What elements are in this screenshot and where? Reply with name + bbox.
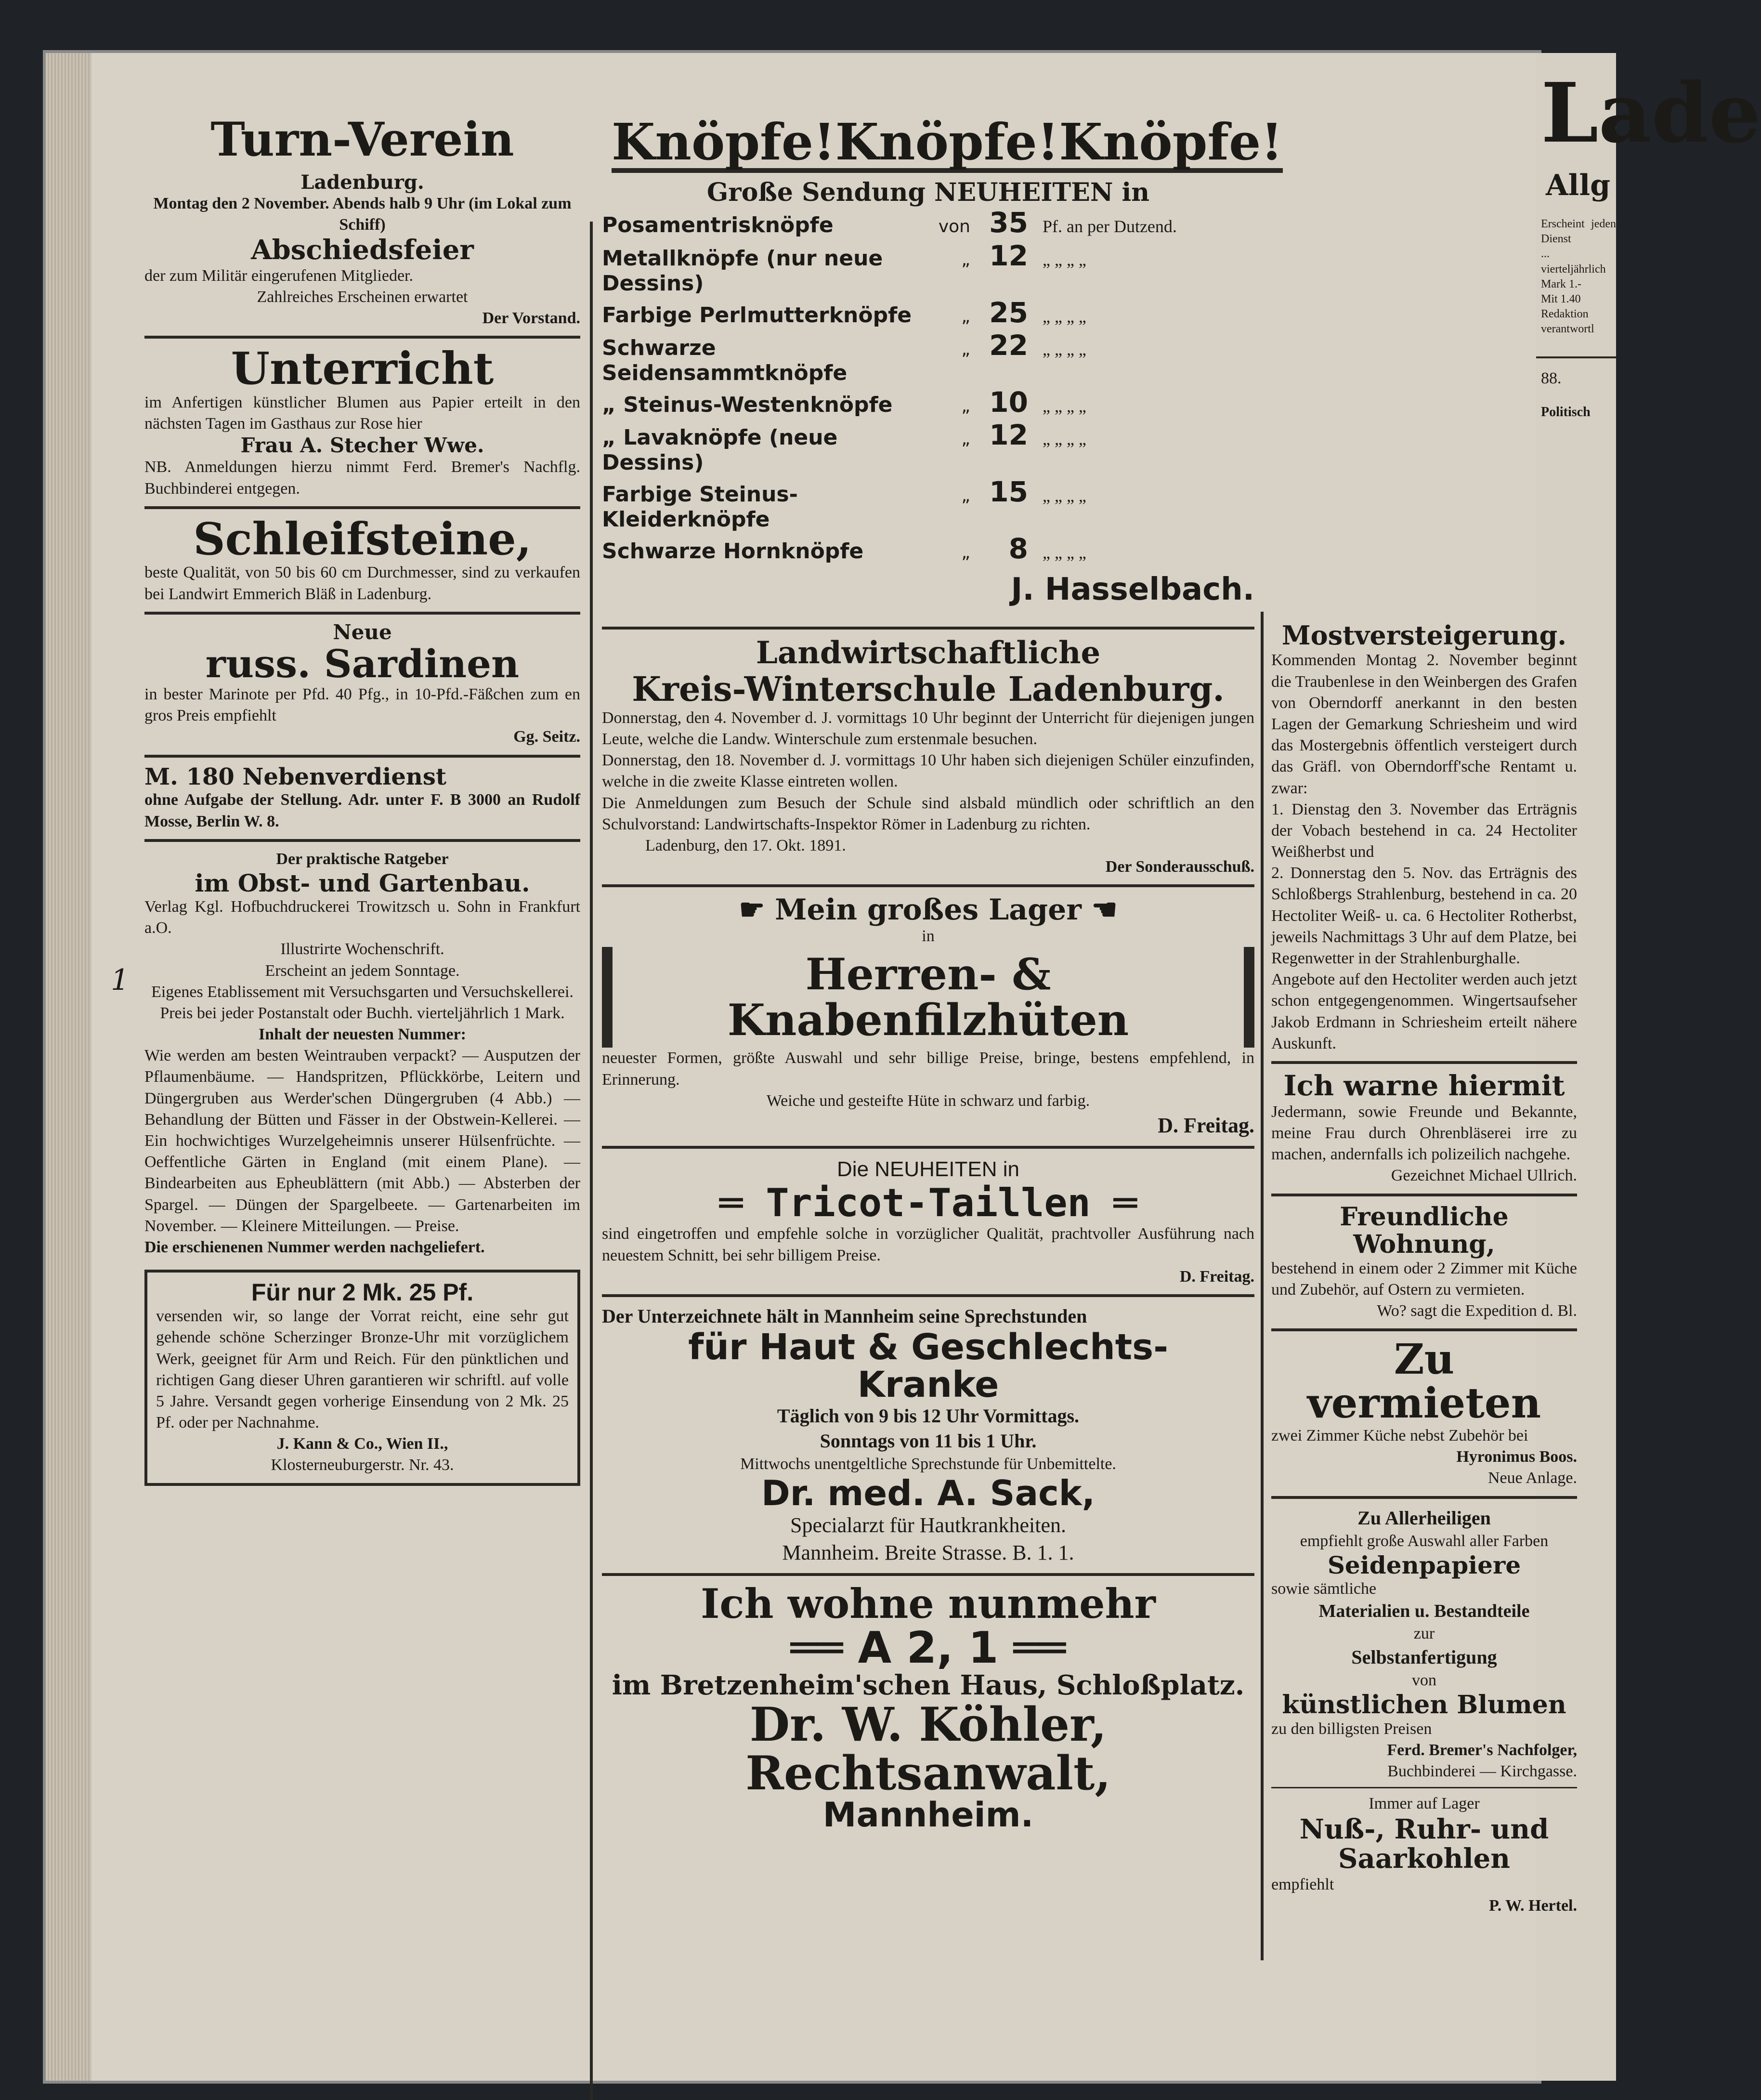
ad-text: Wie werden am besten Weintrauben verpackt? — Ausputzen der Pflaumenbäume. — Handspritzen, Pflückkörbe, Leitern und Düngergruben aus Werder'schen Düngergruben (4 Abb.) — Behandlung der Bütten und Fässer in der Obstwein-Kellerei. — Ein hochwichtiges Wurzelgeheimnis unserer Hülsenfrüchte. — Oeffentliche Gärten in England (mit einem Plane). — Bindearbeiten aus Epheublättern (mit Abb.) — Absterben der Spargel. — Düngen der Spargelbeete. — Gartenarbeiten im November. — Kleinere Mitteilungen. — Preise. <box>144 1047 580 1235</box>
ad-text: Angebote auf den Hectoliter werden auch jetzt schon entgegengenommen. Wingertsaufseher Jakob Erdmann in Schriesheim erteilt nähere Auskunft. <box>1271 971 1577 1052</box>
ad-title: Zu Allerheiligen <box>1357 1507 1491 1529</box>
ad-knoepfe <box>602 112 1283 608</box>
item-name: Posamentrisknöpfe <box>602 213 834 238</box>
ad-text: NB. Anmeldungen hierzu nimmt Ferd. Bremer's Nachflg. Buchbinderei entgegen. <box>144 458 580 498</box>
ad-text: Zahlreiches Erscheinen erwartet <box>257 288 468 306</box>
ad-signature: Frau A. Stecher Wwe. <box>240 433 484 458</box>
ad-schleifsteine <box>144 512 580 605</box>
ad-heading: Nuß-, Ruhr- und <box>1299 1813 1549 1845</box>
ad-text: ohne Aufgabe der Stellung. Adr. unter F. B 3000 an Rudolf Mosse, Berlin W. 8. <box>144 791 580 830</box>
strip-heading: Politisch <box>1541 404 1591 420</box>
column-right <box>1271 621 1577 1916</box>
ad-text: 2. Donnerstag den 5. Nov. das Erträgnis des Schloßbergs Strahlenburg, bestehend in ca. 20 Hectoliter Weiß- u. ca. 6 Hectoliter Rotherbst, jeweils Nachmittags 3 Uhr auf dem Platze, bei Regenwetter in der Strahlenburghalle. <box>1271 864 1577 968</box>
ad-winterschule <box>602 636 1254 878</box>
ad-text: Montag den 2 November. Abends halb 9 Uhr (im Lokal zum Schiff) <box>153 194 572 234</box>
ad-signature: D. Freitag. <box>1179 1267 1254 1286</box>
ad-filzhuete <box>602 894 1254 1139</box>
price-prefix: „ <box>961 429 970 449</box>
price-row <box>602 239 1254 296</box>
ad-title: Kranke <box>857 1364 999 1405</box>
ad-heading: Selbstanfertigung <box>1351 1646 1497 1668</box>
ad-title: Knöpfe! <box>1059 116 1283 173</box>
ad-title: für Haut & Geschlechts- <box>688 1326 1168 1368</box>
ad-ratgeber <box>144 849 580 1258</box>
item-name: „ Lavaknöpfe (neue Dessins) <box>602 425 838 475</box>
ad-text: Illustrirte Wochenschrift. <box>280 940 444 958</box>
ad-text: 1. Dienstag den 3. November das Erträgnis der Vobach bestehend in ca. 24 Hectoliter Weißherbst und <box>1271 800 1577 861</box>
price-unit: „ „ „ „ <box>1043 542 1086 562</box>
ad-name: Dr. med. A. Sack, <box>761 1472 1096 1513</box>
strip-line: Mit 1.40 <box>1541 292 1581 305</box>
item-name: Metallknöpfe (nur neue Dessins) <box>602 246 883 296</box>
ad-event: Abschiedsfeier <box>251 234 474 266</box>
ad-text: Verlag Kgl. Hofbuchdruckerei Trowitzsch u. Sohn in Frankfurt a.O. <box>144 897 580 937</box>
ad-subtitle: Ladenburg. <box>300 171 424 194</box>
double-bar-icon: ═ <box>719 1181 766 1226</box>
ad-signature: Gg. Seitz. <box>513 728 580 746</box>
ad-headline: Herren- & Knabenfilzhüten <box>602 947 1254 1048</box>
ad-title: Kreis-Winterschule Ladenburg. <box>632 669 1225 709</box>
ad-text: Preis bei jeder Postanstalt oder Buchh. vierteljährlich 1 Mark. <box>160 1004 565 1022</box>
item-price: 10 <box>989 385 1028 419</box>
ad-text: Die Anmeldungen zum Besuch der Schule sind alsbald mündlich oder schriftlich an den Schulvorstand: Landwirtschafts-Inspektor Römer in Ladenburg zu richten. <box>602 794 1254 833</box>
ad-text: Sonntags von 11 bis 1 Uhr. <box>820 1430 1037 1452</box>
column-rule <box>590 222 593 2100</box>
ad-allerheiligen <box>1271 1506 1577 1783</box>
double-bar-icon: ══ <box>998 1622 1066 1673</box>
ad-text: versenden wir, so lange der Vorrat reicht, eine sehr gut gehende schöne Scherzinger Bronze-Uhr mit vorzüglichem Werk, geeignet für Arm und Reich. Für den pünktlichen und richtigen Gang dieser Uhren garantieren wir schriftl. auf volle 5 Jahre. Versandt gegen vorherige Einsendung von 2 Mk. 25 Pf. oder per Nachnahme. <box>156 1307 569 1432</box>
ad-signature: Der Sonderausschuß. <box>1105 858 1254 876</box>
ad-tricot <box>602 1155 1254 1287</box>
price-prefix: „ <box>961 396 970 416</box>
ad-title: im Obst- und Gartenbau. <box>195 868 530 897</box>
ad-text: Immer auf Lager <box>1369 1795 1480 1813</box>
item-name: Farbige Steinus-Kleiderknöpfe <box>602 482 798 532</box>
pointing-hand-icon: ☚ <box>1081 893 1118 927</box>
ad-title: Landwirtschaftliche <box>756 635 1101 671</box>
price-prefix: „ <box>961 340 970 360</box>
price-unit: „ „ „ „ <box>1043 486 1086 506</box>
ad-signature: J. Kann & Co., Wien II., <box>276 1435 448 1453</box>
ad-text: neuester Formen, größte Auswahl und sehr billige Preise, bringe, bestens empfehlend, in Erinnerung. <box>602 1049 1254 1089</box>
item-price: 8 <box>1008 532 1028 565</box>
item-price: 12 <box>989 239 1028 272</box>
column-left <box>144 112 580 1486</box>
ad-pretitle: Neue <box>333 620 392 644</box>
ad-text: sowie sämtliche <box>1271 1579 1377 1598</box>
ad-text: Kommenden Montag 2. November beginnt die Traubenlese in den Weinbergen des Grafen von Oberndorff anerkannt in den besten Lagen der Gemarkung Schriesheim und wird das Mostergebnis öffentlich versteigert durch das Gräfl. von Oberndorff'sche Rentamt u. zwar: <box>1271 651 1577 797</box>
price-row <box>602 206 1254 239</box>
ad-text: zu den billigsten Preisen <box>1271 1719 1432 1738</box>
ad-text: zwei Zimmer Küche nebst Zubehör bei <box>1271 1427 1528 1445</box>
ad-koehler <box>602 1580 1254 1835</box>
strip-line: ... vierteljährlich Mark 1.- <box>1541 248 1606 290</box>
ad-title: Unterricht <box>231 342 494 395</box>
ad-title: Für nur 2 Mk. 25 Pf. <box>251 1279 474 1306</box>
price-prefix: „ <box>961 542 970 563</box>
strip-title: Lade <box>1541 65 1761 161</box>
ad-unterricht <box>144 342 580 499</box>
ad-address: Buchbinderei — Kirchgasse. <box>1387 1762 1577 1781</box>
price-prefix: „ <box>961 306 970 327</box>
ad-sardinen <box>144 621 580 748</box>
ad-title: Ich warne hiermit <box>1283 1069 1565 1102</box>
ad-text: im Bretzenheim'schen Haus, Schloßplatz. <box>612 1669 1245 1702</box>
ad-text: beste Qualität, von 50 bis 60 cm Durchmesser, sind zu verkaufen bei Landwirt Emmerich Bläß in Ladenburg. <box>144 564 580 603</box>
ad-signature: Wo? sagt die Expedition d. Bl. <box>1377 1302 1577 1320</box>
item-name: Schwarze Hornknöpfe <box>602 538 864 564</box>
ad-nebenverdienst <box>144 764 580 832</box>
price-list <box>602 206 1254 565</box>
ad-text: Jedermann, sowie Freunde und Bekannte, meine Frau durch Ohrenbläserei irre zu machen, andernfalls ich polizeilich nachgehe. <box>1271 1102 1577 1164</box>
ad-title <box>602 894 1254 926</box>
price-row <box>602 419 1254 475</box>
column-rule <box>1261 612 1264 1960</box>
ad-signature: P. W. Hertel. <box>1489 1897 1577 1915</box>
ad-text: Klosterneuburgerstr. Nr. 43. <box>271 1456 454 1474</box>
ad-arzt <box>602 1304 1254 1567</box>
ad-signature: Gezeichnet Michael Ullrich. <box>1391 1167 1577 1185</box>
ad-address <box>602 1622 1254 1673</box>
ad-title: Zu vermieten <box>1307 1335 1541 1428</box>
price-unit: Pf. an per Dutzend. <box>1043 217 1177 236</box>
item-price: 22 <box>989 329 1028 362</box>
ad-title: M. 180 Nebenverdienst <box>144 763 447 790</box>
price-prefix: von <box>938 217 970 237</box>
ad-signature: Hyronimus Boos. <box>1456 1448 1577 1466</box>
ad-text: der zum Militär eingerufenen Mitglieder. <box>144 266 413 285</box>
margin-mark: 1 <box>111 963 130 997</box>
ad-text: sind eingetroffen und empfehle solche in vorzüglicher Qualität, prachtvoller Ausführung nach neuestem Schnitt, bei sehr billigem Preise. <box>602 1225 1254 1264</box>
price-unit: „ „ „ „ <box>1043 340 1086 359</box>
ad-text: in <box>922 927 935 945</box>
price-unit: „ „ „ „ <box>1043 429 1086 449</box>
ad-title-text: Tricot-Taillen <box>766 1181 1091 1226</box>
price-row <box>602 475 1254 532</box>
double-bar-icon: ══ <box>790 1622 858 1673</box>
ad-uhr <box>144 1270 580 1486</box>
ad-address: Neue Anlage. <box>1487 1469 1577 1487</box>
price-unit: „ „ „ „ <box>1043 396 1086 416</box>
ad-title: Mostversteigerung. <box>1281 620 1567 651</box>
ad-pretitle: Die NEUHEITEN in <box>837 1157 1019 1181</box>
ad-text: Inhalt der neuesten Nummer: <box>259 1025 466 1044</box>
ad-heading: Seidenpapiere <box>1327 1550 1521 1579</box>
ad-heading: Saarkohlen <box>1338 1843 1510 1875</box>
ad-title: Knöpfe! <box>835 116 1059 173</box>
ad-title-text: Mein großes Lager <box>775 893 1082 927</box>
ad-text: Mittwochs unentgeltliche Sprechstunde für Unbemittelte. <box>740 1455 1116 1473</box>
ad-heading: künstlichen Blumen <box>1282 1690 1566 1719</box>
ad-signature: D. Freitag. <box>1158 1114 1254 1138</box>
strip-line: Redaktion verantwortl <box>1541 308 1594 336</box>
ad-name: Dr. W. Köhler, Rechtsanwalt, <box>745 1697 1111 1800</box>
ad-title: russ. Sardinen <box>205 641 520 687</box>
ad-text: Erscheint an jedem Sonntage. <box>265 961 460 980</box>
ad-warnung <box>1271 1071 1577 1187</box>
ad-wohnung <box>1271 1203 1577 1322</box>
ad-title: Ich wohne nunmehr <box>701 1580 1156 1628</box>
ad-title: Freundliche Wohnung, <box>1340 1202 1509 1259</box>
price-prefix: „ <box>961 486 970 506</box>
ad-address-text: A 2, 1 <box>858 1622 999 1673</box>
ad-text: bestehend in einem oder 2 Zimmer mit Küche und Zubehör, auf Ostern zu vermieten. <box>1271 1259 1577 1299</box>
ad-title <box>602 1181 1254 1226</box>
ad-signature: J. Hasselbach. <box>1011 572 1254 608</box>
item-price: 35 <box>989 206 1028 239</box>
ad-subtitle: Große Sendung NEUHEITEN in <box>706 178 1150 208</box>
ad-text: empfiehlt große Auswahl aller Farben <box>1300 1532 1549 1550</box>
price-prefix: „ <box>961 249 970 270</box>
ad-text: in bester Marinote per Pfd. 40 Pfg., in 10-Pfd.-Fäßchen zum en gros Preis empfiehlt <box>144 685 580 725</box>
ad-text: Weiche und gesteifte Hüte in schwarz und farbig. <box>766 1091 1090 1110</box>
column-middle <box>602 112 1283 1835</box>
item-price: 25 <box>989 296 1028 329</box>
ad-date: Ladenburg, den 17. Okt. 1891. <box>645 836 846 854</box>
ad-turnverein <box>144 112 580 329</box>
price-row <box>602 386 1254 419</box>
item-price: 15 <box>989 475 1028 509</box>
ad-mostversteigerung <box>1271 621 1577 1054</box>
ad-pretitle: Der praktische Ratgeber <box>276 850 449 868</box>
ad-text: Eigenes Etablissement mit Versuchsgarten und Versuchskellerei. <box>151 983 574 1001</box>
ad-text: Donnerstag, den 4. November d. J. vormittags 10 Uhr beginnt der Unterricht für diejenigen jungen Leute, welche die Landw. Winterschule zum erstenmale besuchen. <box>602 709 1254 748</box>
ad-title: Schleifsteine, <box>193 512 532 565</box>
ad-city: Mannheim. <box>822 1795 1034 1835</box>
ad-text: von <box>1412 1671 1436 1689</box>
ad-kohlen <box>1271 1793 1577 1916</box>
ad-address: Mannheim. Breite Strasse. B. 1. 1. <box>782 1541 1074 1565</box>
double-bar-icon: ═ <box>1090 1181 1137 1226</box>
strip-sub: Allg <box>1546 169 1611 202</box>
price-unit: „ „ „ „ <box>1043 249 1086 269</box>
ad-title: Turn-Verein <box>210 112 514 167</box>
pointing-hand-icon: ☛ <box>739 893 775 927</box>
item-price: 12 <box>989 419 1028 452</box>
price-unit: „ „ „ „ <box>1043 306 1086 326</box>
ad-text: Donnerstag, den 18. November d. J. vormittags 10 Uhr haben sich diejenigen Schüler einzufinden, welche in die zweite Klasse eintreten wollen. <box>602 751 1254 791</box>
ad-signature: Der Vorstand. <box>482 309 580 328</box>
strip-line: Erscheint jeden Dienst <box>1541 218 1616 246</box>
ad-text: im Anfertigen künstlicher Blumen aus Papier erteilt in den nächsten Tagen im Gasthaus zur Rose hier <box>144 393 580 433</box>
ad-text: Specialarzt für Hautkrankheiten. <box>790 1513 1066 1537</box>
ad-text: zur <box>1413 1625 1435 1643</box>
ad-signature: Ferd. Bremer's Nachfolger, <box>1387 1741 1577 1759</box>
ad-heading: Materialien u. Bestandteile <box>1318 1601 1530 1621</box>
ad-text: Der Unterzeichnete hält in Mannheim seine Sprechstunden <box>602 1305 1087 1327</box>
strip-number: 88. <box>1541 369 1562 387</box>
ad-text: Täglich von 9 bis 12 Uhr Vormittags. <box>777 1405 1080 1427</box>
price-row <box>602 296 1254 329</box>
price-row <box>602 329 1254 386</box>
item-name: Farbige Perlmutterknöpfe <box>602 302 912 328</box>
ad-title: Knöpfe! <box>612 116 835 173</box>
price-row <box>602 532 1254 565</box>
ad-zu-vermieten <box>1271 1335 1577 1489</box>
ad-text: empfiehlt <box>1271 1875 1334 1893</box>
ad-text: Die erschienenen Nummer werden nachgeliefert. <box>144 1238 485 1256</box>
item-name: „ Steinus-Westenknöpfe <box>602 392 893 417</box>
item-name: Schwarze Seidensammtknöpfe <box>602 336 848 385</box>
